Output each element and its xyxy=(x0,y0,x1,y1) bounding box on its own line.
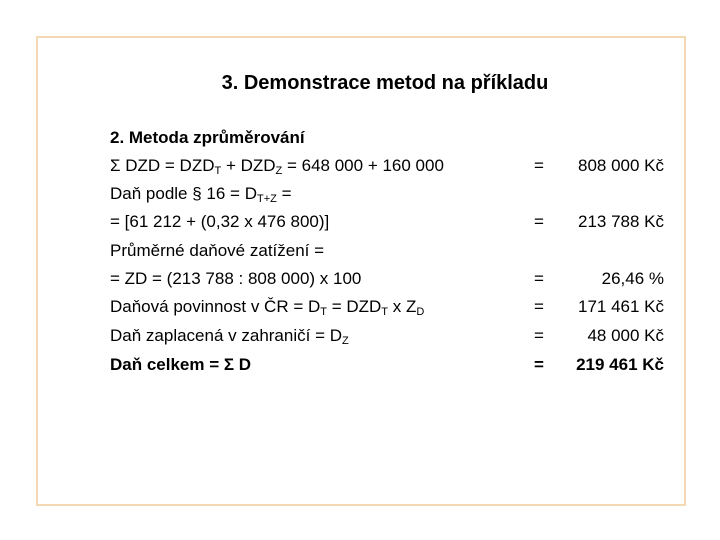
tax-paid-abroad-result: = 48 000 Kč xyxy=(534,326,664,345)
tax-calc-formula: = [61 212 + (0,32 x 476 800)] xyxy=(110,212,330,231)
zd-result: = 26,46 % xyxy=(534,269,664,288)
row-dzd-sum xyxy=(110,156,690,180)
tax-section16-formula: Daň podle § $16 = D_{T+Z}$ = xyxy=(110,184,292,205)
row-tax-paid-abroad xyxy=(110,326,690,350)
row-method-heading xyxy=(110,128,690,152)
tax-liability-cr-result: = 171 461 Kč xyxy=(534,297,664,316)
row-avg-burden xyxy=(110,241,690,265)
row-zd xyxy=(110,269,690,293)
tax-liability-cr-formula: Daňová povinnost v ČR = $D_T = DZD_T$ x $Z_D$ xyxy=(110,297,425,318)
tax-calc-result: = 213 788 Kč xyxy=(534,212,664,231)
row-tax-total xyxy=(110,355,690,379)
tax-total-formula: Daň celkem = Σ D xyxy=(110,355,252,374)
row-tax-liability-cr xyxy=(110,297,690,321)
zd-formula: = ZD = (213 788 : 808 000) x 100 xyxy=(110,269,362,288)
avg-burden-label: Průměrné daňové zatížení = xyxy=(110,241,325,260)
tax-paid-abroad-formula: Daň zaplacená v zahraničí = $D_Z$ xyxy=(110,326,349,347)
frame-bottom-line xyxy=(36,504,686,506)
row-tax-section16 xyxy=(110,184,690,208)
dzd-sum-result: = 808 000 Kč xyxy=(534,156,664,175)
dzd-sum-formula: Σ DZD = $DZD_T + DZD_Z = 648$ 000 + 160 000 xyxy=(110,156,444,177)
row-tax-calc xyxy=(110,212,690,236)
frame-left-line xyxy=(36,36,38,506)
method-heading: 2. Metoda zprůměrování xyxy=(110,128,305,147)
tax-total-result: = 219 461 Kč xyxy=(534,355,664,374)
frame-top-line xyxy=(36,36,686,38)
slide-title: 3. Demonstrace metod na příkladu xyxy=(221,72,549,94)
